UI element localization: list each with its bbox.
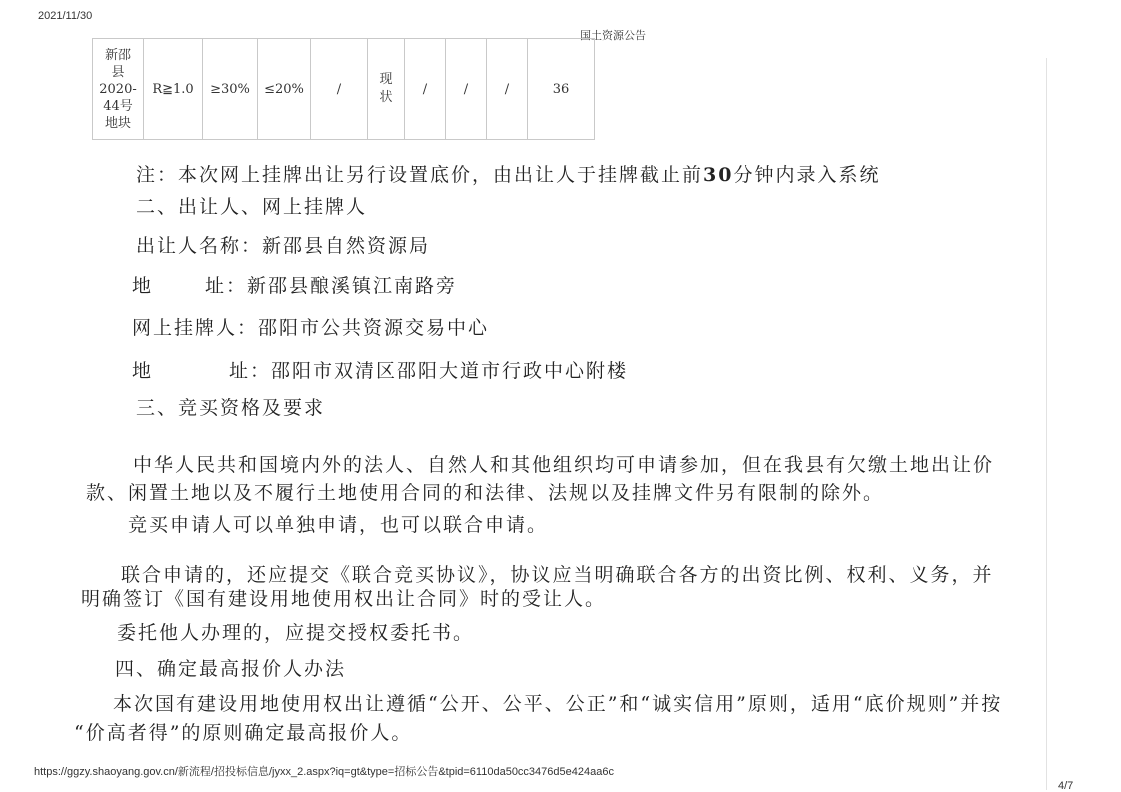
seller-name: 出让人名称：新邵县自然资源局 bbox=[136, 235, 431, 257]
greening-rate-cell: ≤20% bbox=[258, 39, 311, 140]
section-heading: 三、竞买资格及要求 bbox=[136, 397, 326, 419]
plot-ratio-cell: R≧1.0 bbox=[144, 39, 203, 140]
table-row bbox=[93, 39, 595, 140]
status-cell bbox=[368, 39, 405, 140]
print-date: 2021/11/30 bbox=[38, 10, 93, 22]
scan-edge-line bbox=[1046, 58, 1047, 790]
building-density-cell: ≥30% bbox=[203, 39, 258, 140]
agent-address bbox=[132, 356, 628, 383]
parcel-name-line: 2020- bbox=[99, 81, 137, 97]
paragraph-line: 竞买申请人可以单独申请，也可以联合申请。 bbox=[128, 514, 549, 536]
seller-address bbox=[132, 271, 457, 298]
paragraph-line: 中华人民共和国境内外的法人、自然人和其他组织均可申请参加，但在我县有欠缴土地出让价 bbox=[133, 454, 995, 476]
years-cell: 36 bbox=[528, 39, 595, 140]
agent-name: 网上挂牌人：邵阳市公共资源交易中心 bbox=[132, 317, 490, 339]
paragraph-line: 联合申请的，还应提交《联合竞买协议》，协议应当明确联合各方的出资比例、权利、义务，并 bbox=[121, 564, 994, 586]
note-text: 注：本次网上挂牌出让另行设置底价，由出让人于挂牌截止前 bbox=[136, 164, 704, 186]
parcel-name-line: 县 bbox=[111, 64, 125, 80]
table-cell: / bbox=[446, 39, 487, 140]
parcel-name-line: 44号 bbox=[103, 98, 133, 114]
address-label: 地 bbox=[132, 360, 154, 382]
note-text: 分钟内录入系统 bbox=[733, 164, 881, 186]
note-line bbox=[136, 160, 880, 187]
parcel-name-line: 新邵 bbox=[104, 47, 131, 63]
paragraph-line: 款、闲置土地以及不履行土地使用合同的和法律、法规以及挂牌文件另有限制的除外。 bbox=[86, 482, 885, 504]
section-heading: 四、确定最高报价人办法 bbox=[115, 658, 347, 680]
height-cell: / bbox=[311, 39, 368, 140]
address-label: 地 bbox=[132, 275, 154, 297]
address-value: 址：新邵县酿溪镇江南路旁 bbox=[205, 275, 458, 297]
note-minutes: 30 bbox=[703, 164, 734, 186]
section-heading: 二、出让人、网上挂牌人 bbox=[136, 196, 368, 218]
table-cell: / bbox=[405, 39, 446, 140]
print-page-title: 国土资源公告 bbox=[580, 30, 646, 42]
source-url: https://ggzy.shaoyang.gov.cn/新流程/招投标信息/jyxx_2.aspx?iq=gt&type=招标公告&tpid=6110da50cc3476d5e424aa6c bbox=[34, 766, 614, 778]
status-line: 现 bbox=[379, 72, 393, 87]
parcel-table bbox=[92, 38, 595, 140]
paragraph-line: “价高者得”的原则确定最高报价人。 bbox=[74, 722, 413, 744]
paragraph-line: 本次国有建设用地使用权出让遵循“公开、公平、公正”和“诚实信用”原则，适用“底价规则”并按 bbox=[113, 693, 1003, 715]
address-value: 址：邵阳市双清区邵阳大道市行政中心附楼 bbox=[229, 360, 629, 382]
parcel-name-cell bbox=[93, 39, 144, 140]
paragraph-line: 明确签订《国有建设用地使用权出让合同》时的受让人。 bbox=[81, 588, 607, 610]
table-cell: / bbox=[487, 39, 528, 140]
parcel-name-line: 地块 bbox=[104, 115, 131, 131]
page-number: 4/7 bbox=[1058, 780, 1074, 792]
status-line: 状 bbox=[379, 90, 393, 105]
paragraph-line: 委托他人办理的，应提交授权委托书。 bbox=[117, 622, 475, 644]
